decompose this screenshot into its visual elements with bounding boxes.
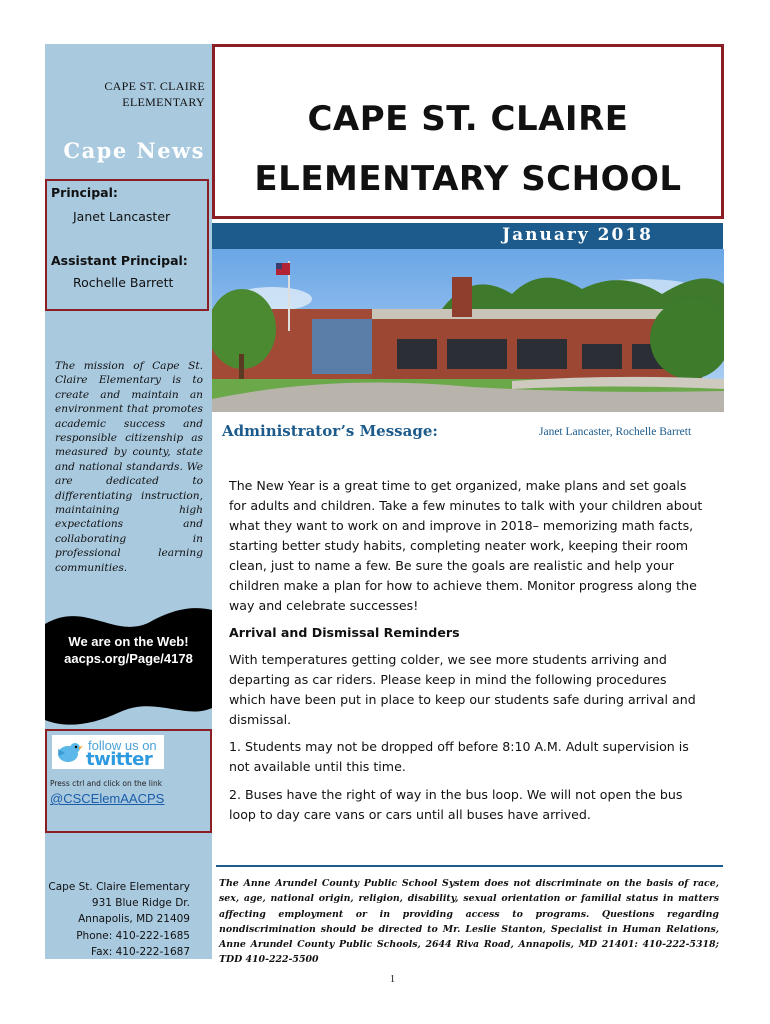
website-url[interactable]: aacps.org/Page/4178 — [64, 651, 193, 666]
address-line1: Cape St. Claire Elementary — [48, 881, 190, 893]
website-link[interactable] — [45, 633, 212, 667]
principal-name: Janet Lancaster — [73, 209, 171, 224]
address-fax: Fax: 410-222-1687 — [91, 945, 190, 958]
masthead — [212, 44, 724, 219]
title-line1: CAPE ST. CLAIRE — [307, 99, 629, 139]
twitter-note: Press ctrl and click on the link — [50, 779, 163, 788]
sidebar-school-name-line1: CAPE ST. CLAIRE — [104, 79, 205, 93]
date-bar — [212, 223, 723, 249]
twitter-bird-icon — [55, 739, 83, 765]
rule-bus-loop: 2. Buses have the right of way in the bus loop. We will not open the bus loop to day care vans or cars until all buses have arrived. — [229, 787, 683, 822]
nondiscrimination-notice: The Anne Arundel County Public School System does not discriminate on the basis of race, sex, age, national origin, religion, disability, sexual orientation or familial status in matters affecting employment or in providing access to programs. Questions regarding nondiscrimination should be directed to Mr. Leslie Stanton, Specialist in Human Relations, Anne Arundel County Public Schools, 2644 Riva Road, Annapolis, MD 21401: 410-222-5318; TDD 410-222-5500 — [219, 878, 719, 966]
school-building-photo — [212, 249, 724, 412]
staff-box — [45, 179, 209, 311]
twitter-wordmark: twitter — [86, 749, 153, 770]
school-address — [45, 879, 190, 960]
admin-names: Janet Lancaster, Rochelle Barrett — [539, 426, 692, 438]
address-phone: Phone: 410-222-1685 — [76, 929, 190, 942]
sidebar-school-name-line2: ELEMENTARY — [122, 95, 205, 109]
twitter-handle-link[interactable]: @CSCElemAACPS — [50, 791, 165, 806]
sidebar-school-name — [45, 78, 205, 110]
page-number: 1 — [390, 974, 395, 985]
admin-message-text: The New Year is a great time to get organized, make plans and set goals for adults and children. Take a few minutes to talk with your children about what they want to work on and improve in 2018– memorizing math facts, starting better study habits, completing neater work, keeping their room clean, just to name a few. Be sure the goals are realistic and help your children make a plan for how to achieve them. Monitor progress along the way and celebrate successes! — [229, 478, 703, 613]
sidebar — [45, 44, 212, 959]
arrival-dismissal-heading: Arrival and Dismissal Reminders — [229, 625, 460, 640]
rule-drop-off: 1. Students may not be dropped off before 8:10 A.M. Adult supervision is not available until this time. — [229, 739, 689, 774]
principal-label: Principal: — [51, 185, 118, 200]
footer-divider — [216, 865, 723, 867]
arrival-dismissal-text: With temperatures getting colder, we see more students arriving and departing as car riders. Please keep in mind the following procedures which have been put in place to keep our students safe during arrival and dismissal. — [229, 652, 696, 727]
title-line2: ELEMENTARY SCHOOL — [254, 159, 682, 199]
page-title — [215, 89, 721, 209]
assistant-principal-label: Assistant Principal: — [51, 253, 188, 268]
assistant-principal-name: Rochelle Barrett — [73, 275, 174, 290]
issue-date: January 2018 — [502, 225, 653, 245]
address-line2: 931 Blue Ridge Dr. — [91, 897, 190, 910]
web-banner-wave — [45, 600, 212, 740]
twitter-badge[interactable] — [52, 735, 164, 769]
website-line1: We are on the Web! — [68, 634, 189, 649]
admin-message-heading: Administrator’s Message: — [222, 422, 438, 440]
twitter-follow-text: follow us on — [88, 738, 157, 753]
mission-statement: The mission of Cape St. Claire Elementary is to create and maintain an environment that promotes academic success and responsible citizenship as measured by county, state and national standards. We are dedicated to differentiating instruction, maintaining high expectations and collaborating in professional learning communities. — [55, 360, 203, 574]
address-line3: Annapolis, MD 21409 — [78, 913, 190, 926]
twitter-box — [45, 729, 212, 833]
newsletter-name: Cape News — [63, 138, 205, 163]
